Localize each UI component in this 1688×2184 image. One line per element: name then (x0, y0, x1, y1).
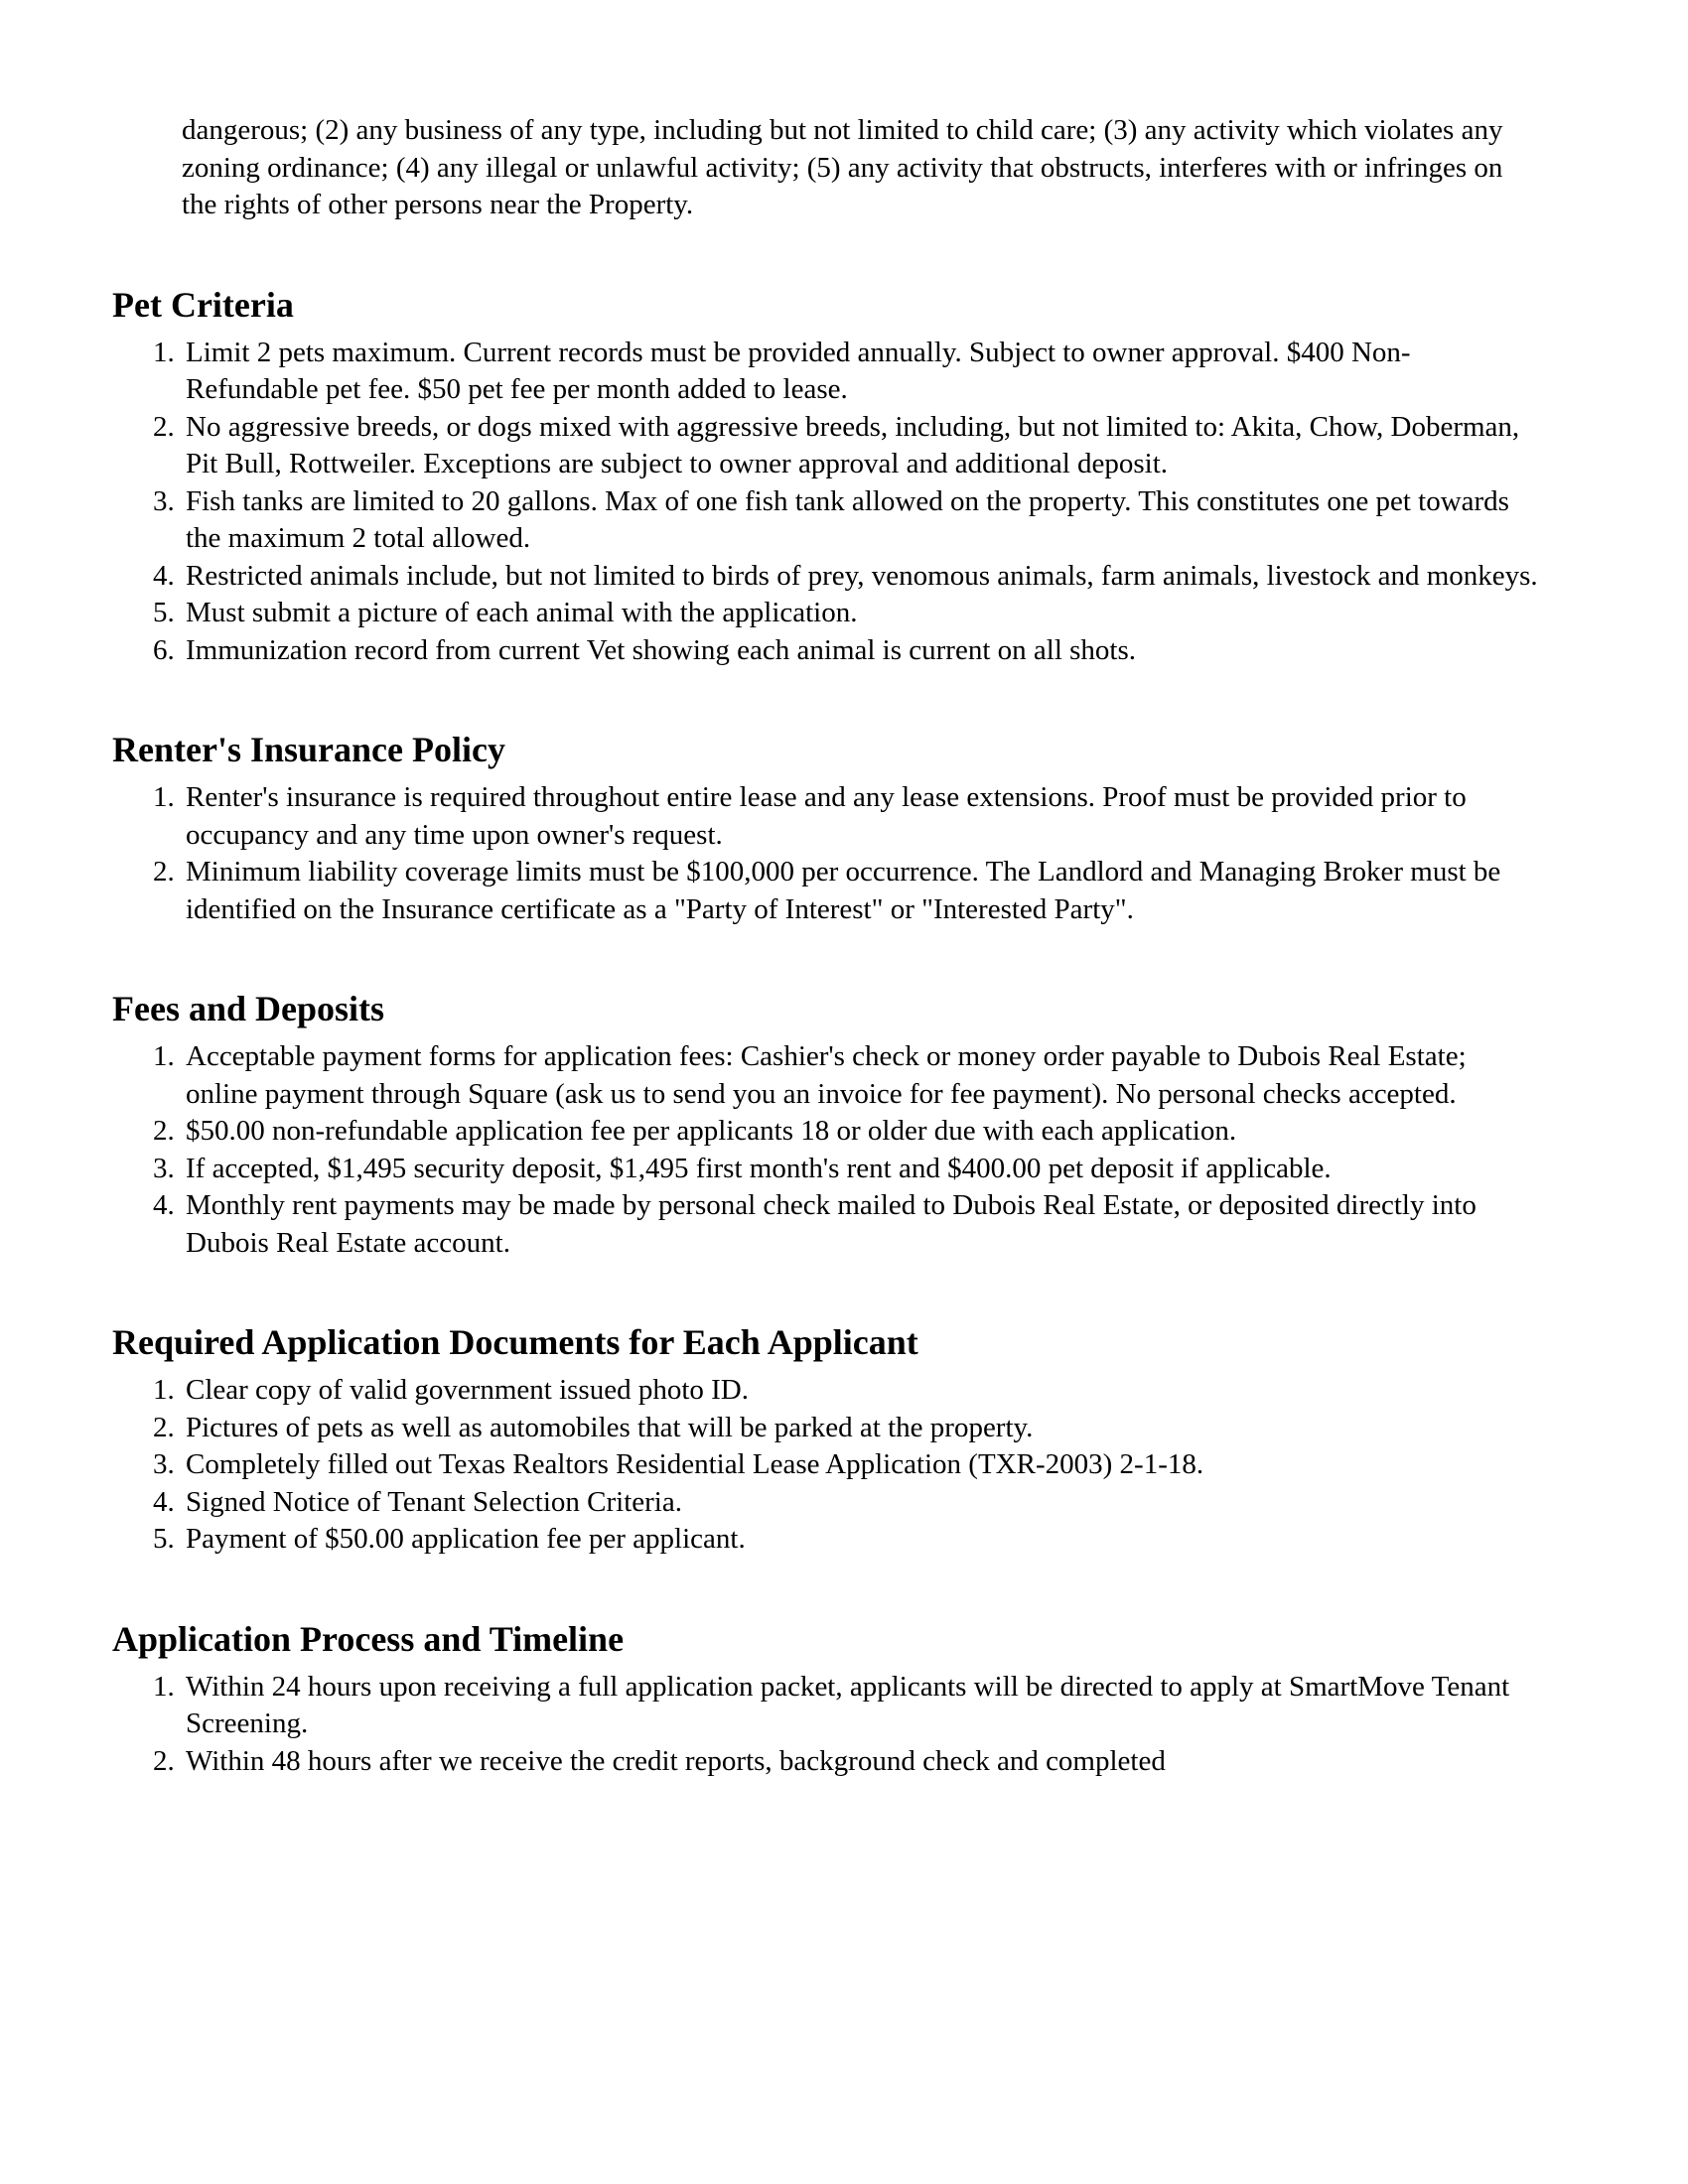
list-item: 1. Renter's insurance is required throughout entire lease and any lease extensions. Proof must be provided prior to occupancy and any time upon owner's request. (182, 779, 1538, 854)
list-item: 2. $50.00 non-refundable application fee per applicants 18 or older due with each application. (182, 1113, 1538, 1151)
pet-criteria-heading: Pet Criteria (112, 284, 294, 325)
list-item: 1. Clear copy of valid government issued photo ID. (182, 1372, 1538, 1410)
intro-continuation-paragraph: dangerous; (2) any business of any type, including but not limited to child care; (3) any activity which violates any zoning ordinance; (4) any illegal or unlawful activity; (5) any activity that obstructs, interferes with or infringes on the rights of other persons near the Property. (182, 114, 1503, 220)
section-required-application-documents (112, 1321, 1542, 1559)
renters-insurance-policy-heading: Renter's Insurance Policy (112, 730, 505, 769)
pet-criteria-list (112, 335, 1542, 670)
application-process-and-timeline-heading: Application Process and Timeline (112, 1618, 625, 1659)
list-item: 5. Payment of $50.00 application fee per applicant. (182, 1521, 1538, 1559)
list-item: 6. Immunization record from current Vet showing each animal is current on all shots. (182, 632, 1538, 670)
fees-and-deposits-heading: Fees and Deposits (112, 989, 385, 1028)
list-item: 2. Minimum liability coverage limits must be $100,000 per occurrence. The Landlord and Managing Broker must be identified on the Insurance certificate as a "Party of Interest" or "Interested Party". (182, 854, 1538, 928)
section-pet-criteria (112, 284, 1542, 670)
list-item: 5. Must submit a picture of each animal with the application. (182, 595, 1538, 632)
list-item: 1. Acceptable payment forms for application fees: Cashier's check or money order payable to Dubois Real Estate; online payment through Square (ask us to send you an invoice for fee payment). No personal checks accepted. (182, 1038, 1538, 1113)
list-item: 4. Monthly rent payments may be made by personal check mailed to Dubois Real Estate, or deposited directly into Dubois Real Estate account. (182, 1187, 1538, 1262)
list-item: 4. Signed Notice of Tenant Selection Criteria. (182, 1484, 1538, 1522)
list-item: 4. Restricted animals include, but not limited to birds of prey, venomous animals, farm animals, livestock and monkeys. (182, 558, 1538, 596)
list-item: 3. Fish tanks are limited to 20 gallons. Max of one fish tank allowed on the property. This constitutes one pet towards the maximum 2 total allowed. (182, 483, 1538, 558)
required-application-documents-heading: Required Application Documents for Each Applicant (112, 1322, 918, 1362)
section-renters-insurance-policy (112, 729, 1542, 928)
renters-insurance-policy-list (112, 779, 1542, 928)
list-item: 3. Completely filled out Texas Realtors Residential Lease Application (TXR-2003) 2-1-18. (182, 1446, 1538, 1484)
list-item: 2. No aggressive breeds, or dogs mixed with aggressive breeds, including, but not limited to: Akita, Chow, Doberman, Pit Bull, Rottweiler. Exceptions are subject to owner approval and additional deposit. (182, 409, 1538, 483)
application-process-and-timeline-list (112, 1669, 1542, 1781)
required-application-documents-list (112, 1372, 1542, 1559)
list-item: 3. If accepted, $1,495 security deposit, $1,495 first month's rent and $400.00 pet deposit if applicable. (182, 1151, 1538, 1188)
fees-and-deposits-list (112, 1038, 1542, 1262)
section-fees-and-deposits (112, 988, 1542, 1262)
list-item: 1. Limit 2 pets maximum. Current records must be provided annually. Subject to owner approval. $400 Non-Refundable pet fee. $50 pet fee per month added to lease. (182, 335, 1538, 409)
section-application-process-and-timeline (112, 1618, 1542, 1781)
list-item: 2. Pictures of pets as well as automobiles that will be parked at the property. (182, 1410, 1538, 1447)
list-item: 2. Within 48 hours after we receive the credit reports, background check and completed (182, 1743, 1538, 1781)
list-item: 1. Within 24 hours upon receiving a full application packet, applicants will be directed to apply at SmartMove Tenant Screening. (182, 1669, 1538, 1743)
